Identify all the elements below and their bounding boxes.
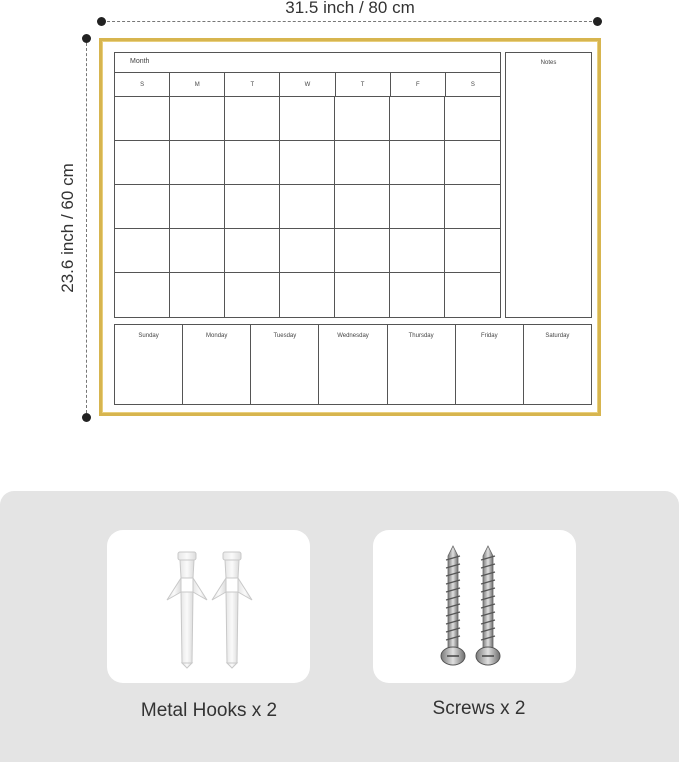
day-header: S bbox=[115, 73, 170, 96]
calendar-cell bbox=[225, 97, 280, 141]
wall-anchor-icon bbox=[107, 530, 310, 683]
notes-section bbox=[505, 52, 592, 318]
calendar-cell bbox=[280, 97, 335, 141]
day-header: M bbox=[170, 73, 225, 96]
day-header: T bbox=[336, 73, 391, 96]
monthly-calendar bbox=[114, 52, 501, 318]
height-dimension-line bbox=[86, 38, 87, 418]
calendar-cell bbox=[390, 185, 445, 229]
dimension-dot-left-top bbox=[82, 34, 91, 43]
hooks-caption: Metal Hooks x 2 bbox=[140, 700, 278, 721]
calendar-cell bbox=[170, 229, 225, 273]
week-column bbox=[319, 325, 387, 404]
height-dimension-label: 23.6 inch / 60 cm bbox=[58, 163, 77, 293]
calendar-whiteboard bbox=[99, 38, 601, 416]
calendar-cell bbox=[225, 229, 280, 273]
week-day-label: Thursday bbox=[408, 333, 434, 339]
calendar-cell bbox=[170, 273, 225, 317]
calendar-cell bbox=[115, 273, 170, 317]
notes-label: Notes bbox=[540, 60, 557, 66]
week-day-label: Monday bbox=[206, 333, 228, 339]
week-column bbox=[183, 325, 251, 404]
week-day-label: Saturday bbox=[545, 333, 570, 339]
day-headers bbox=[115, 73, 500, 97]
dimension-dot-top-left bbox=[97, 17, 106, 26]
calendar-cell bbox=[280, 185, 335, 229]
calendar-cell bbox=[335, 97, 390, 141]
screw-icon bbox=[373, 530, 576, 683]
calendar-cell bbox=[280, 273, 335, 317]
week-column bbox=[115, 325, 183, 404]
day-header: S bbox=[470, 82, 475, 88]
week-day-label: Sunday bbox=[138, 333, 159, 339]
calendar-cell bbox=[445, 229, 500, 273]
calendar-cell bbox=[445, 141, 500, 185]
calendar-cell bbox=[390, 229, 445, 273]
calendar-cell bbox=[170, 185, 225, 229]
calendar-cell bbox=[445, 97, 500, 141]
calendar-cell bbox=[115, 229, 170, 273]
calendar-cell bbox=[445, 185, 500, 229]
calendar-cell bbox=[225, 185, 280, 229]
calendar-cell bbox=[335, 273, 390, 317]
calendar-cell bbox=[335, 141, 390, 185]
week-column bbox=[388, 325, 456, 404]
calendar-cell bbox=[225, 273, 280, 317]
calendar-cell bbox=[170, 97, 225, 141]
week-day-label: Wednesday bbox=[337, 333, 369, 339]
day-header: F bbox=[391, 73, 446, 96]
calendar-cell bbox=[390, 141, 445, 185]
calendar-cell bbox=[115, 97, 170, 141]
calendar-cell bbox=[115, 141, 170, 185]
calendar-cell bbox=[170, 141, 225, 185]
width-dimension-label: 31.5 inch / 80 cm bbox=[285, 0, 415, 17]
month-label: Month bbox=[130, 58, 150, 65]
calendar-cell bbox=[280, 229, 335, 273]
calendar-cell bbox=[335, 229, 390, 273]
month-row bbox=[115, 53, 500, 73]
width-dimension-line bbox=[102, 21, 597, 22]
dimension-dot-top-right bbox=[593, 17, 602, 26]
day-header: T bbox=[225, 73, 280, 96]
hooks-card bbox=[107, 530, 310, 683]
weekly-planner bbox=[114, 324, 592, 405]
calendar-cell bbox=[445, 273, 500, 317]
calendar-cell bbox=[280, 141, 335, 185]
week-column bbox=[456, 325, 524, 404]
calendar-grid bbox=[115, 97, 500, 317]
screws-card bbox=[373, 530, 576, 683]
calendar-cell bbox=[390, 97, 445, 141]
calendar-cell bbox=[225, 141, 280, 185]
week-day-label: Friday bbox=[480, 333, 498, 339]
dimension-dot-left-bottom bbox=[82, 413, 91, 422]
week-column bbox=[524, 325, 591, 404]
calendar-cell bbox=[335, 185, 390, 229]
calendar-cell bbox=[115, 185, 170, 229]
day-header: W bbox=[280, 73, 335, 96]
week-day-label: Tuesday bbox=[273, 333, 297, 339]
week-column bbox=[251, 325, 319, 404]
screws-caption: Screws x 2 bbox=[432, 698, 526, 719]
calendar-cell bbox=[390, 273, 445, 317]
